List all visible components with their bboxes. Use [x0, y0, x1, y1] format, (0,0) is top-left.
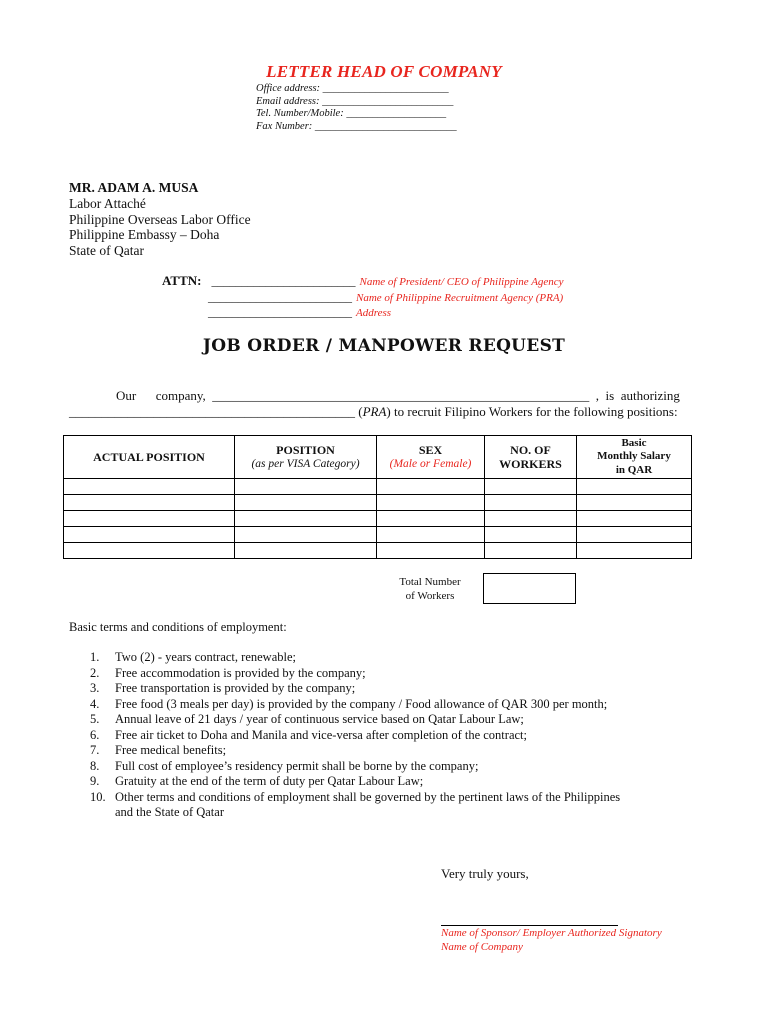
attn-address-blank[interactable]: ________________________	[208, 305, 352, 319]
list-item: 6. Free air ticket to Doha and Manila and vice-versa after completion of the contract;	[90, 727, 527, 742]
table-cell[interactable]	[577, 527, 692, 543]
terms-list	[69, 650, 709, 821]
email-address-field[interactable]: Email address: _________________________	[256, 95, 454, 107]
table-cell[interactable]	[235, 479, 377, 495]
tel-number-field[interactable]: Tel. Number/Mobile: ___________________	[256, 108, 447, 119]
table-cell[interactable]	[577, 479, 692, 495]
table-cell[interactable]	[577, 511, 692, 527]
attn-address-note: Address	[356, 307, 392, 319]
terms-intro: Basic terms and conditions of employment:	[69, 620, 287, 634]
table-cell[interactable]	[235, 527, 377, 543]
signatory-note: Name of Sponsor/ Employer Authorized Signatory	[441, 927, 662, 939]
list-item-continuation: and the State of Qatar	[115, 805, 224, 819]
table-cell[interactable]	[485, 495, 577, 511]
list-item: 1. Two (2) - years contract, renewable;	[90, 650, 296, 664]
table-cell[interactable]	[64, 543, 235, 559]
recipient-name: MR. ADAM A. MUSA	[69, 180, 199, 195]
document-title: JOB ORDER / MANPOWER REQUEST	[202, 336, 566, 356]
closing-salutation: Very truly yours,	[441, 866, 529, 881]
total-workers-box[interactable]	[483, 573, 576, 604]
header-position-sub: (as per VISA Category)	[251, 458, 360, 470]
fax-number-field[interactable]: Fax Number: ___________________________	[256, 120, 457, 132]
table-row	[64, 479, 692, 495]
attn-label: ATTN:	[162, 273, 202, 288]
pra-abbrev: PRA	[362, 404, 387, 419]
positions-table	[63, 435, 692, 559]
table-cell[interactable]	[235, 543, 377, 559]
list-item: 3. Free transportation is provided by the company;	[90, 681, 356, 695]
table-cell[interactable]	[377, 543, 485, 559]
authorization-line-2	[69, 404, 678, 420]
header-salary: Basic Monthly Salary in QAR	[577, 436, 692, 479]
table-cell[interactable]	[377, 511, 485, 527]
list-item: 4. Free food (3 meals per day) is provided by the company / Food allowance of QAR 300 per month;	[90, 696, 608, 711]
table-header-row	[64, 436, 692, 479]
table-row	[64, 527, 692, 543]
table-cell[interactable]	[485, 479, 577, 495]
table-row	[64, 511, 692, 527]
table-cell[interactable]	[64, 479, 235, 495]
recipient-embassy: Philippine Embassy – Doha	[69, 227, 220, 242]
recipient-office: Philippine Overseas Labor Office	[69, 211, 251, 227]
list-item: 7. Free medical benefits;	[90, 743, 227, 757]
list-item: 8. Full cost of employee’s residency permit shall be borne by the company;	[90, 758, 479, 773]
letterhead-title: LETTER HEAD OF COMPANY	[266, 62, 502, 81]
header-sex-sub: (Male or Female)	[389, 458, 472, 470]
authorization-text-tail: ) to recruit Filipino Workers for the following positions:	[386, 404, 678, 419]
paren-open: (	[358, 404, 363, 419]
table-cell[interactable]	[64, 527, 235, 543]
attn-agency-blank[interactable]: ________________________	[208, 290, 352, 304]
table-cell[interactable]	[485, 543, 577, 559]
signature-line[interactable]	[441, 925, 618, 926]
company-name-note: Name of Company	[441, 941, 523, 953]
table-cell[interactable]	[377, 479, 485, 495]
attn-president-note: Name of President/ CEO of Philippine Agency	[359, 276, 564, 288]
list-item: 10. Other terms and conditions of employment shall be governed by the pertinent laws of the Philippines	[90, 789, 621, 804]
header-sex: SEX (Male or Female)	[377, 436, 485, 479]
table-cell[interactable]	[577, 543, 692, 559]
table-cell[interactable]	[64, 511, 235, 527]
authorization-text-end: , is authorizing	[589, 388, 680, 403]
recipient-title: Labor Attaché	[69, 196, 146, 211]
header-position: POSITION (as per VISA Category)	[235, 436, 377, 479]
table-cell[interactable]	[485, 511, 577, 527]
table-cell[interactable]	[577, 495, 692, 511]
attn-row-3	[208, 303, 391, 321]
list-item: 9. Gratuity at the end of the term of duty per Qatar Labour Law;	[90, 774, 424, 788]
header-actual-position: ACTUAL POSITION	[64, 436, 235, 479]
table-cell[interactable]	[377, 527, 485, 543]
authorization-line-1	[116, 388, 680, 404]
table-cell[interactable]	[235, 511, 377, 527]
pra-name-blank[interactable]: ____________________________________________	[69, 404, 355, 419]
company-name-blank[interactable]: __________________________________________________________	[212, 388, 590, 403]
office-address-field[interactable]: Office address: ________________________	[256, 83, 449, 94]
table-cell[interactable]	[485, 527, 577, 543]
list-item: 2. Free accommodation is provided by the company;	[90, 665, 366, 680]
table-cell[interactable]	[377, 495, 485, 511]
table-cell[interactable]	[64, 495, 235, 511]
table-row	[64, 495, 692, 511]
attn-agency-note: Name of Philippine Recruitment Agency (PRA)	[356, 292, 564, 304]
authorization-text-start: Our company,	[116, 388, 213, 403]
table-cell[interactable]	[235, 495, 377, 511]
table-row	[64, 543, 692, 559]
header-workers: NO. OF WORKERS	[485, 436, 577, 479]
attn-president-blank[interactable]: ________________________	[211, 274, 356, 288]
list-item: 5. Annual leave of 21 days / year of continuous service based on Qatar Labour Law;	[90, 712, 524, 726]
total-workers-label: Total Number of Workers	[399, 576, 461, 602]
recipient-state: State of Qatar	[69, 242, 144, 258]
